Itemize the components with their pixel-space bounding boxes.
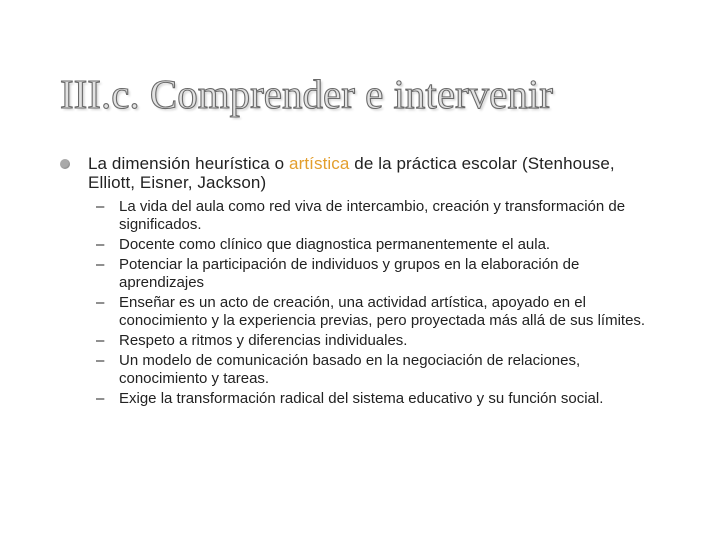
highlighted-word: artística (289, 154, 350, 173)
sub-bullet-item (96, 198, 656, 234)
main-bullet-text-after: de la práctica escolar (Stenhouse, Elliott, Eisner, Jackson) (88, 154, 615, 192)
dash-bullet-icon: – (96, 236, 105, 253)
dash-bullet-icon: – (96, 198, 105, 215)
main-bullet (60, 154, 660, 192)
dash-bullet-icon: – (96, 390, 105, 407)
dash-bullet-icon: – (96, 294, 105, 311)
sub-bullet-item (96, 332, 656, 350)
sub-bullet-text: Exige la transformación radical del sistema educativo y su función social. (119, 390, 604, 407)
slide-title: III.c. Comprender e intervenir (60, 71, 553, 117)
main-bullet-text (88, 154, 660, 192)
sub-bullet-text: Docente como clínico que diagnostica permanentemente el aula. (119, 236, 551, 253)
main-bullet-text-before: La dimensión heurística o (88, 154, 290, 173)
dash-bullet-icon: – (96, 256, 105, 273)
bullet-dot-icon (60, 159, 70, 169)
sub-bullet-list (96, 198, 656, 410)
sub-bullet-item (96, 256, 656, 292)
dash-bullet-icon: – (96, 352, 105, 369)
sub-bullet-text: La vida del aula como red viva de intercambio, creación y transformación de significados. (119, 198, 626, 233)
sub-bullet-text: Un modelo de comunicación basado en la negociación de relaciones, conocimiento y tareas. (119, 352, 581, 387)
sub-bullet-text: Potenciar la participación de individuos y grupos en la elaboración de aprendizajes (119, 256, 580, 291)
sub-bullet-text: Enseñar es un acto de creación, una actividad artística, apoyado en el conocimiento y la experiencia previas, pero proyectada más allá de sus límites. (119, 294, 646, 329)
sub-bullet-item (96, 390, 656, 408)
sub-bullet-text: Respeto a ritmos y diferencias individuales. (119, 332, 408, 349)
dash-bullet-icon: – (96, 332, 105, 349)
sub-bullet-item (96, 294, 656, 330)
sub-bullet-item (96, 352, 656, 388)
sub-bullet-item (96, 236, 656, 254)
